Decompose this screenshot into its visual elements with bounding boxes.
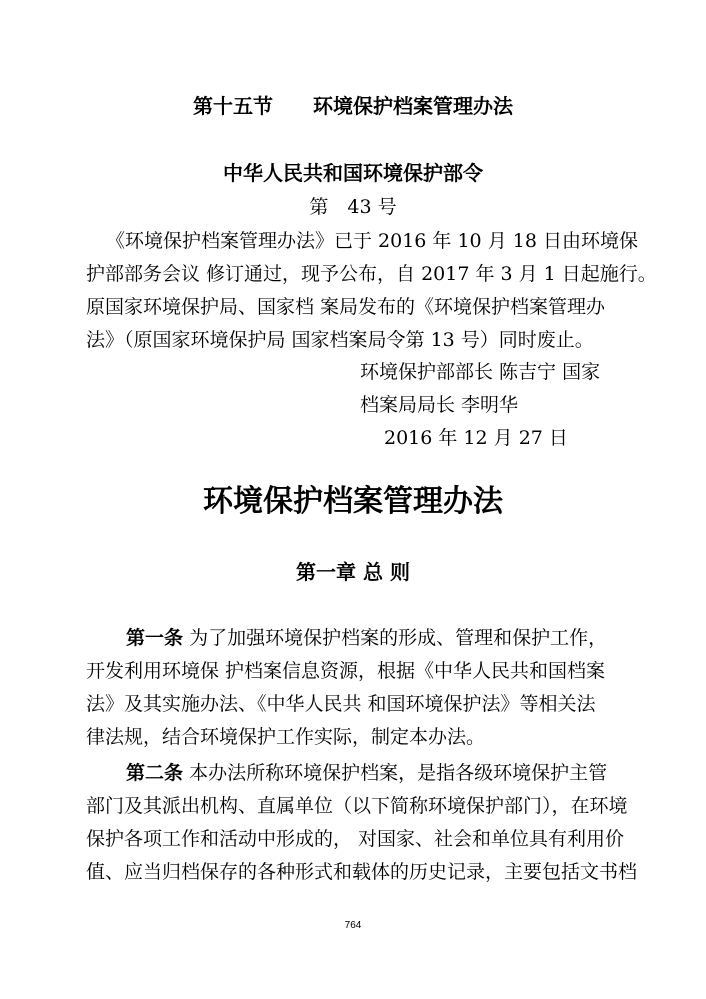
decree-signature-line: 环境保护部部长 陈吉宁 国家 [360,361,601,383]
article-text: 本办法所称环境保护档案，是指各级环境保护主管 [189,762,608,784]
decree-title: 中华人民共和国环境保护部令 [223,161,483,185]
decree-number: 第 43 号 [309,196,397,218]
decree-line: 原国家环境保护局、国家档 案局发布的《环境保护档案管理办 [86,296,606,318]
article-line: 法》及其实施办法、《中华人民共 和国环境保护法》等相关法 [86,693,596,715]
article-line: 值、应当归档保存的各种形式和载体的历史记录，主要包括文书档 [86,861,638,883]
article-1-first-line [126,622,607,655]
decree-line: 《环境保护档案管理办法》已于 2016 年 10 月 18 日由环境保 [106,230,638,252]
decree-signature-line: 档案局局长 李明华 [360,394,519,416]
article-line: 部门及其派出机构、直属单位（以下简称环境保护部门），在环境 [86,795,628,817]
article-line: 律法规，结合环境保护工作实际，制定本办法。 [86,726,486,748]
decree-line: 护部部务会议 修订通过，现予公布，自 2017 年 3 月 1 日起施行。 [86,263,657,285]
chapter-heading: 第一章 总 则 [296,560,410,584]
section-title: 环境保护档案管理办法 [313,94,513,118]
article-text: 为了加强环境保护档案的形成、管理和保护工作， [189,627,608,649]
decree-line: 法》（原国家环境保护局 国家档案局令第 13 号）同时废止。 [86,329,594,351]
article-label: 第二条 [126,762,184,784]
article-label: 第一条 [126,627,184,649]
article-2-first-line [126,757,607,790]
page-number: 764 [344,920,362,931]
article-line: 开发利用环境保 护档案信息资源，根据《中华人民共和国档案 [86,660,606,682]
decree-date: 2016 年 12 月 27 日 [384,427,568,449]
article-line: 保护各项工作和活动中形成的， 对国家、社会和单位具有利用价 [86,828,625,850]
section-heading [0,92,706,120]
section-label: 第十五节 [193,94,273,118]
document-title: 环境保护档案管理办法 [203,484,503,519]
